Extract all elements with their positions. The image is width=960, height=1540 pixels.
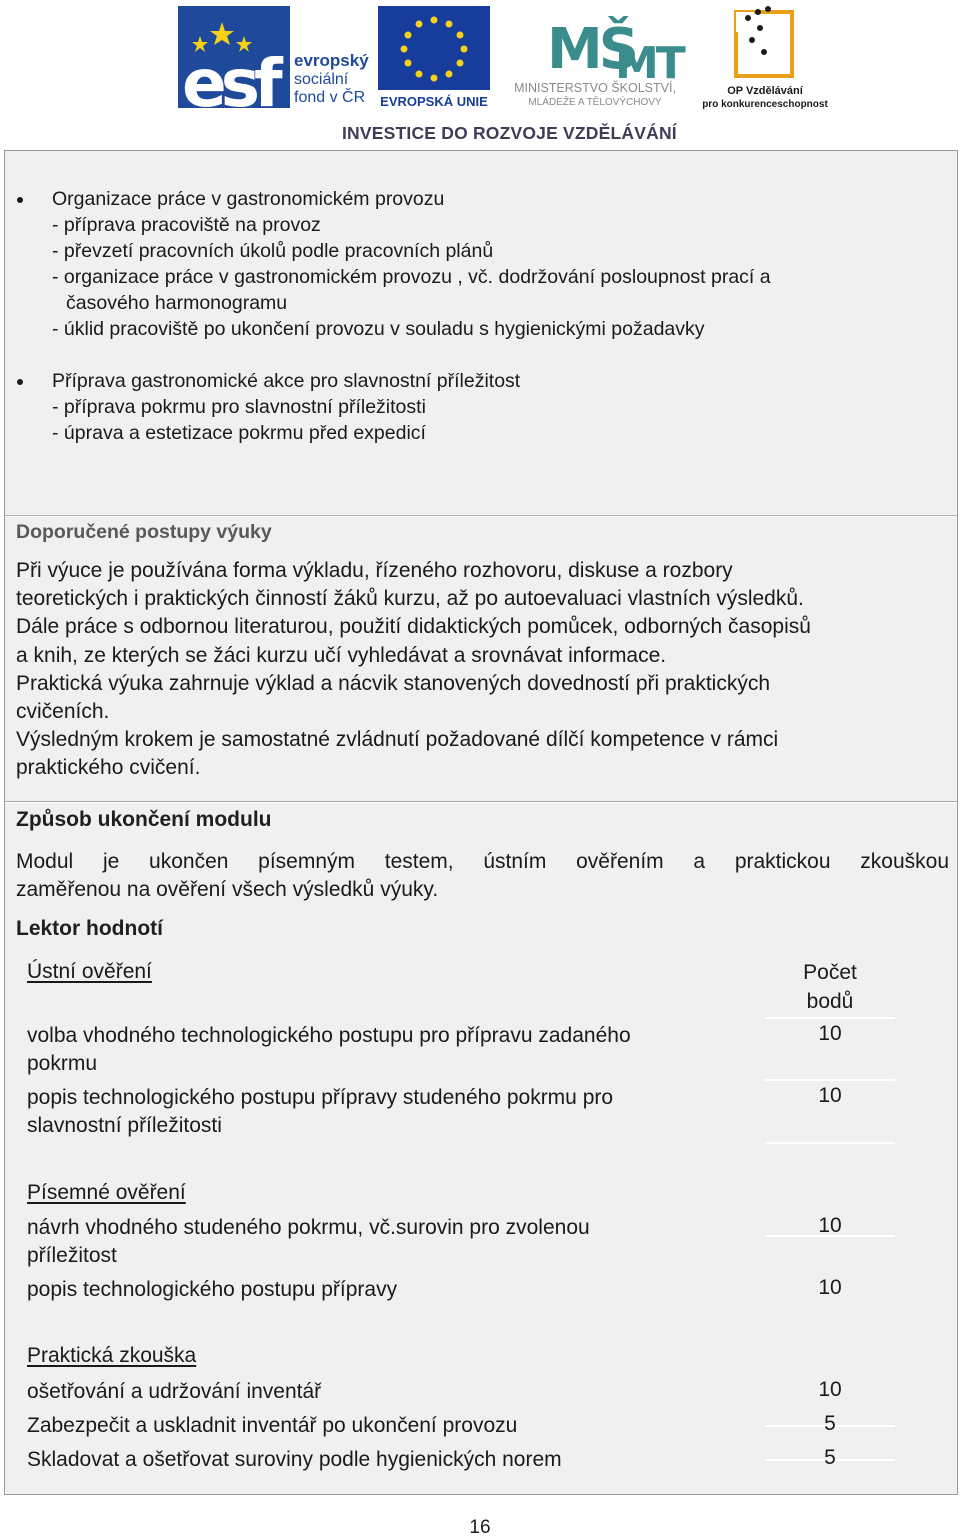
topic-line: - úprava a estetizace pokrmu před expedicí — [52, 422, 426, 444]
points-divider — [765, 1079, 895, 1081]
completion-word: písemným — [258, 850, 356, 873]
eval-item-line: příležitost — [27, 1244, 117, 1267]
completion-text — [16, 848, 951, 904]
completion-word: praktickou — [734, 850, 831, 873]
topic-line: - organizace práce v gastronomickém provozu , vč. dodržování posloupnost prací a — [52, 266, 771, 288]
practical-title: Praktická zkouška — [27, 1344, 197, 1367]
teaching-line: Dále práce s odbornou literaturou, použití didaktických pomůcek, odborných časopisů — [16, 615, 811, 639]
completion-line-1 — [16, 848, 949, 876]
completion-word: ústním — [483, 850, 547, 873]
eval-item-line: volba vhodného technologického postupu pro přípravu zadaného — [27, 1024, 631, 1047]
eval-item-line: ošetřování a udržování inventář — [27, 1380, 322, 1403]
completion-word: ukončen — [149, 850, 229, 873]
esf-text-1: evropský — [294, 51, 369, 70]
topic-line: - příprava pracoviště na provoz — [52, 214, 321, 236]
eval-item — [27, 1378, 757, 1406]
topic-line: Příprava gastronomické akce pro slavnostní příležitost — [52, 370, 521, 392]
eval-item — [27, 1022, 757, 1078]
eu-label: EVROPSKÁ UNIE — [380, 94, 488, 108]
investice-tagline: INVESTICE DO ROZVOJE VZDĚLÁVÁNÍ — [342, 123, 677, 143]
topic-line: - úklid pracoviště po ukončení provozu v souladu s hygienickými požadavky — [52, 318, 705, 340]
completion-section — [5, 803, 957, 1494]
completion-heading: Způsob ukončení modulu — [16, 808, 272, 831]
eval-points: 5 — [824, 1412, 836, 1435]
completion-word: a — [693, 850, 706, 873]
bullet-icon — [17, 379, 23, 385]
esf-text-2: sociální — [294, 71, 349, 88]
teaching-text — [16, 557, 951, 783]
eval-points: 10 — [818, 1276, 842, 1299]
svg-text:MŠ: MŠ — [547, 17, 636, 82]
eval-item — [27, 1084, 757, 1140]
completion-word: Modul — [16, 850, 74, 873]
teaching-line: teoretických i praktických činností žáků kurzu, až po autoevaluaci vlastních výsledků. — [16, 587, 804, 611]
completion-word: testem, — [384, 850, 454, 873]
completion-word: je — [102, 850, 120, 873]
esf-logo — [178, 6, 378, 108]
op-line-1: OP Vzdělávání — [727, 85, 803, 97]
eval-item — [27, 1412, 757, 1440]
completion-word: ověřením — [576, 850, 664, 873]
eval-item-line: pokrmu — [27, 1052, 98, 1075]
eval-points: 10 — [818, 1214, 842, 1237]
eval-points: 10 — [818, 1084, 842, 1107]
eval-item — [27, 1276, 757, 1304]
points-column-header — [765, 959, 895, 1016]
eval-item-line: Skladovat a ošetřovat suroviny podle hygienických norem — [27, 1448, 562, 1471]
points-header-line: Počet — [803, 961, 857, 984]
page-number: 16 — [469, 1517, 491, 1538]
topics-section — [5, 151, 957, 516]
eval-points: 10 — [818, 1022, 842, 1045]
topic-line: - příprava pokrmu pro slavnostní příležitosti — [52, 396, 426, 418]
teaching-line: Při výuce je používána forma výkladu, řízeného rozhovoru, diskuse a rozbory — [16, 559, 733, 582]
teaching-line: Praktická výuka zahrnuje výklad a nácvik stanovených dovedností při praktických — [16, 671, 771, 695]
teaching-section — [5, 517, 957, 802]
eval-item — [27, 1214, 757, 1270]
teaching-line: cvičeních. — [16, 700, 110, 724]
evaluation-heading: Lektor hodnotí — [16, 917, 163, 940]
topic-line: časového harmonogramu — [66, 292, 288, 314]
eval-item-line: Zabezpečit a uskladnit inventář po ukončení provozu — [27, 1414, 518, 1437]
msmt-line-1: MINISTERSTVO ŠKOLSTVÍ, — [514, 81, 676, 95]
teaching-line: a knih, ze kterých se žáci kurzu učí vyhledávat a srovnávat informace. — [16, 643, 667, 667]
eval-item-line: popis technologického postupu přípravy — [27, 1278, 398, 1301]
svg-text:esf: esf — [182, 45, 277, 108]
msmt-logo — [495, 6, 695, 108]
svg-text:MT: MT — [615, 38, 683, 89]
eval-points: 10 — [818, 1378, 842, 1401]
eu-flag-logo — [378, 6, 490, 108]
msmt-line-2: MLÁDEŽE A TĚLOVÝCHOVY — [528, 97, 662, 108]
esf-text-3: fond v ČR — [294, 89, 366, 106]
oral-title: Ústní ověření — [27, 960, 152, 983]
eval-points: 5 — [824, 1446, 836, 1469]
op-vzdelavani-logo — [700, 4, 830, 110]
points-header-line: bodů — [806, 989, 854, 1013]
logo-header — [0, 0, 960, 150]
eval-item-line: popis technologického postupu přípravy studeného pokrmu pro — [27, 1086, 614, 1109]
bullet-icon — [17, 197, 23, 203]
topic-line: - převzetí pracovních úkolů podle pracovních plánů — [52, 240, 494, 262]
module-content-frame — [4, 150, 958, 1495]
completion-line-2: zaměřenou na ověření všech výsledků výuky. — [16, 878, 439, 902]
eval-item — [27, 1446, 757, 1474]
completion-word: zkouškou — [860, 850, 949, 873]
teaching-heading: Doporučené postupy výuky — [16, 521, 272, 543]
eval-item-line: návrh vhodného studeného pokrmu, vč.surovin pro zvolenou — [27, 1216, 590, 1239]
eval-item-line: slavnostní příležitosti — [27, 1114, 222, 1137]
teaching-line: Výsledným krokem je samostatné zvládnutí požadované dílčí kompetence v rámci — [16, 728, 779, 752]
written-title: Písemné ověření — [27, 1181, 186, 1204]
op-line-2: pro konkurenceschopnost — [702, 99, 828, 110]
points-divider — [765, 1017, 895, 1019]
topic-line: Organizace práce v gastronomickém provozu — [52, 188, 445, 210]
teaching-line: praktického cvičení. — [16, 756, 201, 780]
points-divider — [765, 1142, 895, 1144]
